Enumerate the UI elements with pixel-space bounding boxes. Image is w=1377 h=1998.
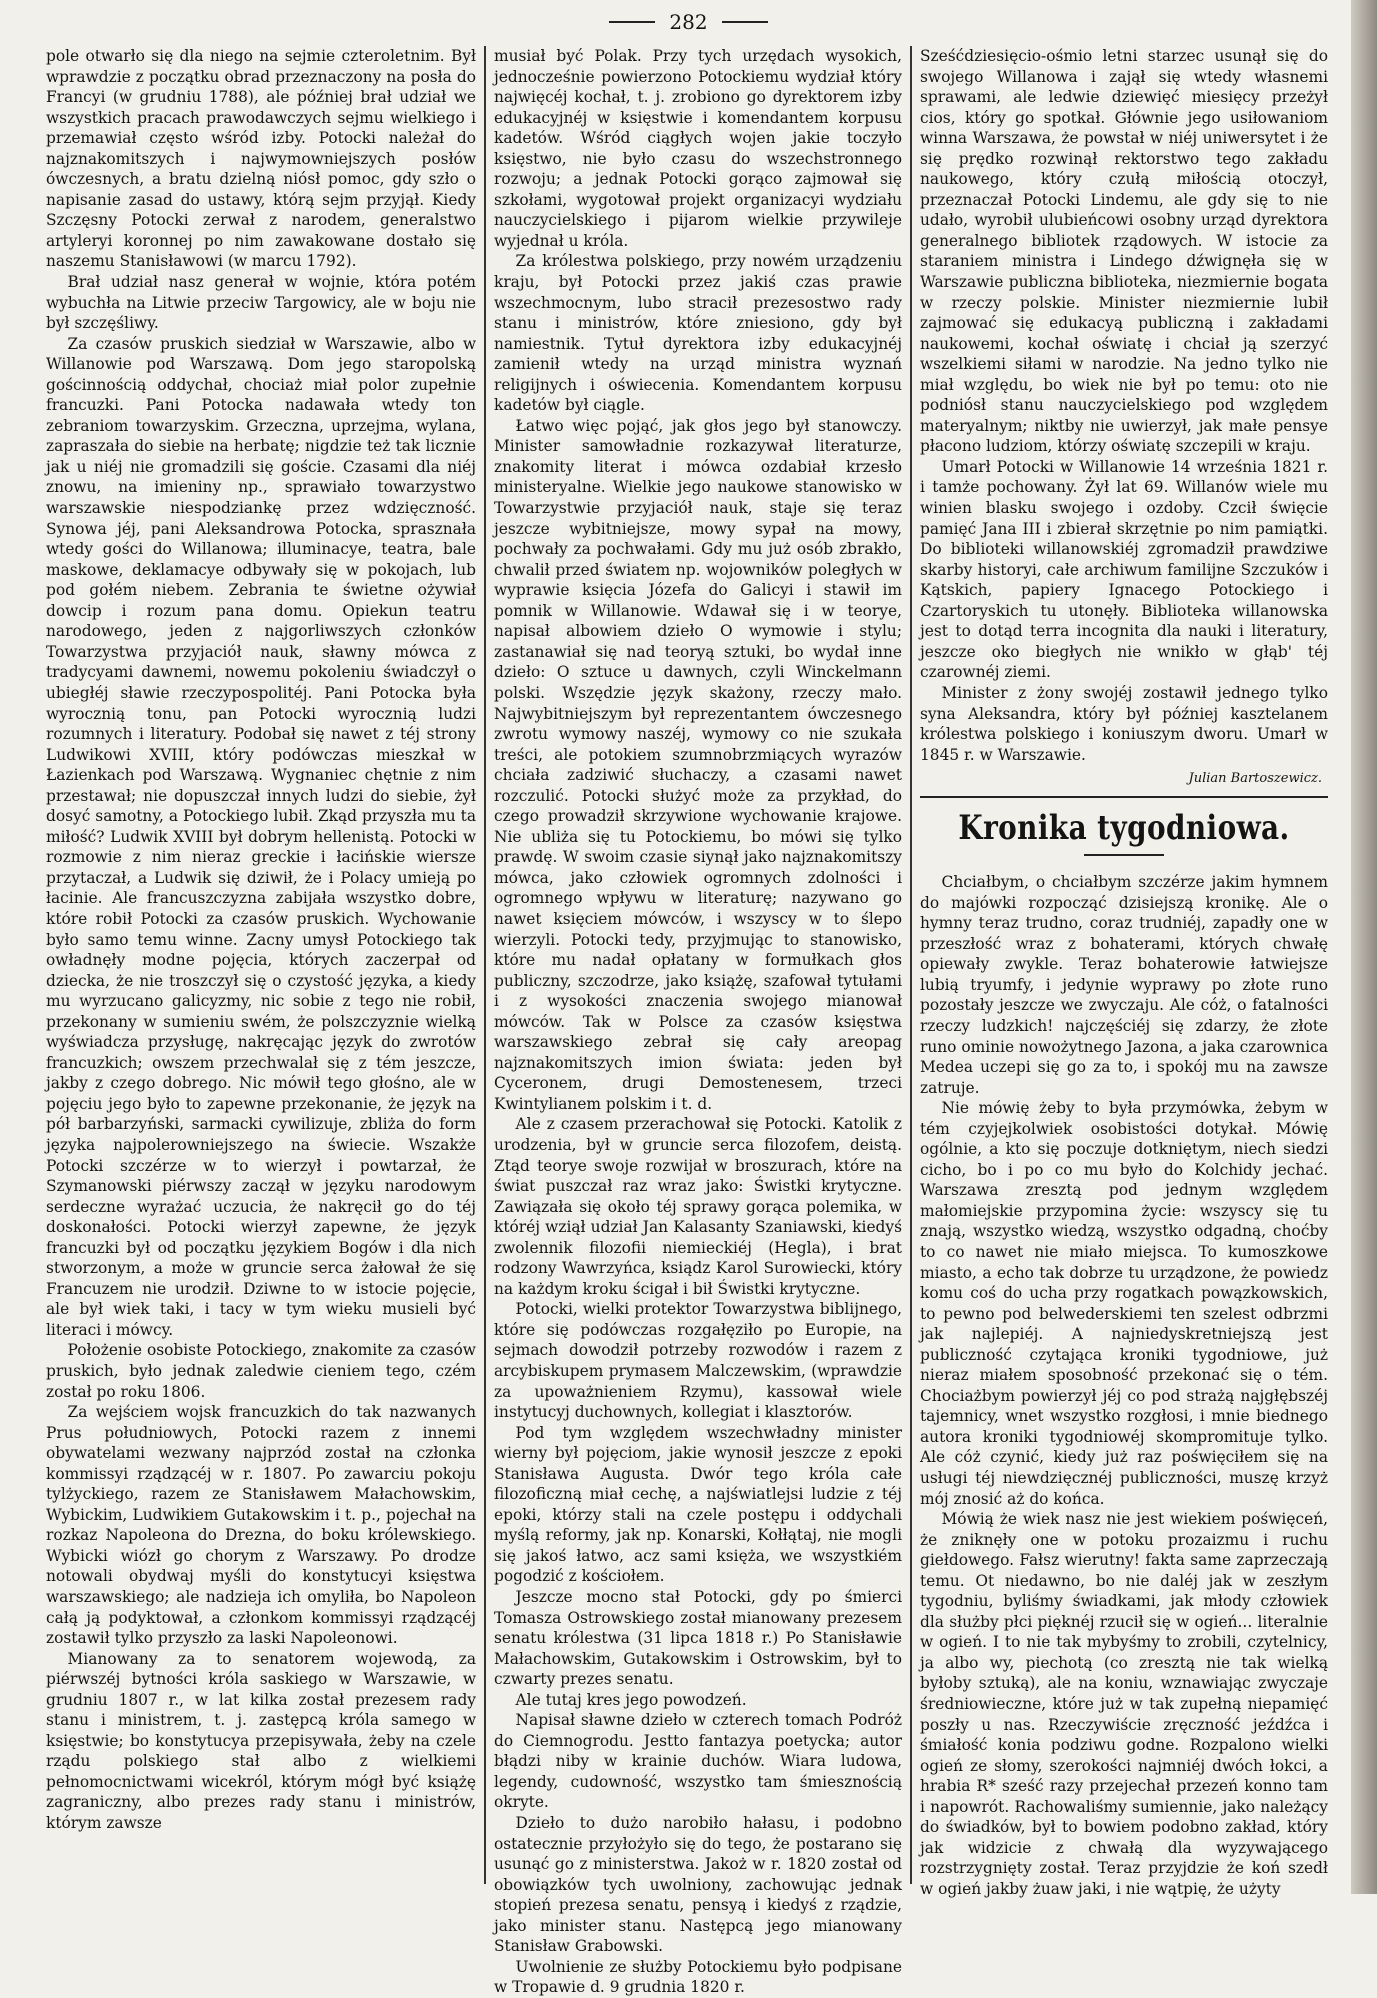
author-signature: Julian Bartoszewicz. (1188, 771, 1322, 787)
paragraph: Dzieło to dużo narobiło hałasu, i podobno ostatecznie przyłożyło się do tego, że postarano się usunąć go z ministerstwa. Jakoż w r. 1820 został od obowiązków tych uwolniony, zachowując jednak stopień prezesa senatu, pensyą i kiedyś z rządzie, jako minister stanu. Następcą jego mianowany Stanisław Grabowski. (494, 1814, 902, 1956)
column-1 (46, 46, 484, 1884)
paragraph: Sześćdziesięcio-ośmio letni starzec usunął się do swojego Willanowa i zajął się wtedy własnemi sprawami, ale ledwie dziewięć miesięcy przeżył cios, który go spotkał. Głównie jego usiłowaniom winna Warszawa, że powstał w niéj uniwersytet i że się prędko rozwinął rektorstwo tego zakładu naukowego, który czułą miłością otoczył, przeznaczał Potocki Lindemu, ale gdy się to nie udało, wyrobił ulubieńcowi osobny urząd dyrektora generalnego bibliotek rządowych. W istocie za staraniem ministra i Lindego dźwignęła się w Warszawie publiczna biblioteka, niezmiernie bogata w rzeczy polskie. Minister niezmiernie lubił zajmować się edukacyą publiczną i zakładami naukowemi, kochał oświatę i chciał ją szerzyć wszelkiemi siłami w narodzie. Na jedno tylko nie miał względu, bo wiek nie był po temu: oto nie podniósł stanu nauczycielskiego pod względem materyalnym; niktby nie uwierzył, jak małe pensye płacono ludziom, którzy oświatę szczepili w kraju. (920, 47, 1328, 456)
paragraph: Położenie osobiste Potockiego, znakomite za czasów pruskich, było jednak zaledwie cieniem tego, czém został po roku 1806. (46, 1341, 476, 1401)
page-header (0, 0, 1377, 44)
paragraph: pole otwarło się dla niego na sejmie czteroletnim. Był wprawdzie z początku obrad przeznaczony na posła do Francyi (w grudniu 1788), ale później brał udział we wszystkich pracach prawodawczych sejmu wielkiego i przemawiał często wśród izby. Potocki należał do najznakomitszych i najwymowniejszych posłów ówczesnych, a bratu dzielną niósł pomoc, gdy szło o napisanie zasad do ustawy, którą sejm przyjął. Kiedy Szczęsny Potocki zerwał z narodem, generalstwo artyleryi koronnej po nim zawakowane dostało się naszemu Stanisławowi (w marcu 1792). (46, 47, 476, 271)
header-dash-left (609, 21, 655, 23)
paragraph: Minister z żony swojéj zostawił jednego tylko syna Aleksandra, który był później kasztelanem królestwa polskiego i koniuszym dworu. Umarł w 1845 r. w Warszawie. (920, 683, 1328, 764)
paragraph: Chciałbym, o chciałbym szczérze jakim hymnem do majówki rozpocząć dzisiejszą kronikę. Ale o hymny teraz trudno, coraz trudniéj, zapadły one w przeszłość wraz z bohaterami, których chwałę opiewały zwykle. Teraz bohaterowie łatwiejsze lubią tryumfy, i jedynie wyprawy po złote runo pozostały jeszcze we zwyczaju. Ale cóż, o fatalności rzeczy ludzkich! najczęściéj się zdarzy, że złote runo ominie nowożytnego Jazona, a jaka czarownica Medea uczepi się go za to, i spokój mu na zawsze zatruje. (920, 873, 1328, 1097)
paragraph: Ale z czasem przerachował się Potocki. Katolik z urodzenia, był w gruncie serca filozofem, deistą. Ztąd teorye swoje rozwijał w broszurach, które na świat puszczał raz wraz jako: Świstki krytyczne. Zawiązała się około téj sprawy gorąca polemika, w któréj wziął udział Jan Kalasanty Szaniawski, kiedyś zwolennik filozofii niemieckiéj (Hegla), i brat rodzony Wawrzyńca, ksiądz Karol Surowiecki, który na każdym kroku ścigał i bił Świstki krytyczne. (494, 1115, 902, 1298)
section-divider (920, 796, 1328, 798)
header-dash-right (722, 21, 768, 23)
section-title: Kronika tygodniowa. (958, 808, 1290, 849)
paragraph: Za królestwa polskiego, przy nowém urządzeniu kraju, był Potocki przez jakiś czas prawie wszechmocnym, lubo stracił prezesostwo rady stanu i ministrów, które zniesiono, gdy był namiestnik. Tytuł dyrektora izby edukacyjnéj zamienił wtedy na urząd ministra wyznań religijnych i oświecenia. Komendantem korpusu kadetów był ciągle. (494, 252, 902, 415)
paragraph: Za czasów pruskich siedział w Warszawie, albo w Willanowie pod Warszawą. Dom jego staropolską gościnnością oddychał, chociaż miał polor zupełnie francuzki. Pani Potocka nadawała wtedy ton zebraniom towarzyskim. Grzeczna, uprzejma, wylana, zapraszała do siebie na herbatę; nigdzie też tak licznie jak u niéj nie gromadzili się goście. Czasami dla niéj znowu, na imieniny np., sprawiało towarzystwo warszawskie niespodziankę przez wdzięczność. Synowa jéj, pani Aleksandrowa Potocka, sprasznała wtedy gości do Willanowa; illuminacye, teatra, bale maskowe, deklamacye odbywały się w pokojach, lub pod gołém niebem. Zebrania te świetne ożywiał dowcip i rozum pana domu. Opiekun teatru narodowego, jeden z najgorliwszych członków Towarzystwa przyjaciół nauk, sławny mówca z tradycyami dawnemi, nowemu pokoleniu świadczył o ubiegłéj sławie rzeczypospolitéj. Pani Potocka była wyrocznią tonu, pan Potocki wyrocznią ludzi rozumnych i literatury. Podobał się nawet z téj strony Ludwikowi XVIII, który podówczas mieszkał w Łazienkach pod Warszawą. Wygnaniec chętnie z nim przestawał; nie dopuszczał innych ludzi do siebie, żył dosyć samotny, a Potockiego lubił. Zkąd przyszła mu ta miłość? Ludwik XVIII był dobrym hellenistą. Potocki w rozmowie z nim nieraz greckie i łacińskie wiersze przytaczał, a Ludwik się dziwił, że i Polacy umieją po łacinie. Ale francuszczyzna zabijała wszystko dobre, które robił Potocki za czasów pruskich. Wychowanie było samo temu winne. Zacny umysł Potockiego tak owładnęły modne pojęcia, których zaczerpał od dziecka, że nie troszczył się o czystość języka, a kiedy mu wyrzucano galicyzmy, nic sobie z tego nie robił, przekonany w sumieniu swém, że polszczyznie wielką wyświadcza przysługę, nakręcając język do zwrotów francuzkich; owszem przechwalał się z tém jeszcze, jakby z czego dobrego. Nic mówił tego głośno, ale w pojęciu jego było to zapewne przekonanie, że język na pół barbarzyński, sarmacki cywilizuje, zbliża do form języka najpolerowniejszego na świecie. Wszakże Potocki szczérze w to wierzył i powtarzał, że Szymanowski piérwszy zaczął w języku narodowym serdeczne wyrażać uczucia, że nakręcił go do téj doskonałości. Potocki wierzył zapewne, że język francuzki był od początku językiem Bogów i dla nich stworzonym, a może w gruncie serca żałował że się Francuzem nie urodził. Dziwne to w istocie pojęcie, ale był wiek taki, i tacy w tym wieku musieli być literaci i mówcy. (46, 334, 476, 1339)
text-columns (46, 46, 1328, 1997)
paragraph: Nie mówię żeby to była przymówka, żebym w tém czyjejkolwiek osobistości dotykał. Mówię ogólnie, a kto się poczuje dotkniętym, niech siedzi cicho, bo i po co mu było do Kolchidy jechać. Warszawa zresztą pod jednym względem małomiejskie przypomina życie: wszyscy się tu znają, wszystko wiedzą, wszystko odgadną, choćby to co nawet nie miało miejsca. To kumoszkowe miasto, a echo tak dobrze tu urządzone, że powiedz komu coś do ucha przy rogatkach powązkowskich, to pewno pod belwederskiemi ten szelest odbrzmi jak najlepiéj. A najniedyskretniejszą jest publiczność czytająca kroniki tygodniowe, już nieraz miałem sposobność przekonać się o tém. Chociażbym powierzył jéj co pod strażą najgłębszéj tajemnicy, wnet wszystko rozgłosi, i mnie biednego autora kroniki tygodniowéj skompromituje tylko. Ale cóż czynić, kiedy już raz poświęciłem się na usługi téj niewdzięcznéj publiczności, muszę krzyż mój znosić aż do końca. (920, 1099, 1328, 1508)
column-2 (484, 46, 910, 1997)
paragraph: Pod tym względem wszechwładny minister wierny był pojęciom, jakie wynosił jeszcze z epoki Stanisława Augusta. Dwór tego króla całe filozoficzną miał cechę, a najświatlejsi ludzie z téj epoki, którzy stali na czele postępu i oddychali myślą reformy, jak np. Konarski, Kołłątaj, nie mogli się jakoś łatwo, acz sami księża, we wszystkiém pogodzić z kościołem. (494, 1423, 902, 1586)
paragraph: Za wejściem wojsk francuzkich do tak nazwanych Prus południowych, Potocki razem z innemi obywatelami wezwany najprzód został na członka kommissyi rządzącéj w r. 1807. Po zawarciu pokoju tylżyckiego, razem ze Stanisławem Małachowskim, Wybickim, Ludwikiem Gutakowskim i t. p., pojechał na rozkaz Napoleona do Drezna, do boku królewskiego. Wybicki wiózł go chorym z Warszawy. Po drodze notowali obydwaj myśli do konstytucyi księstwa warszawskiego; ale nadzieja ich omyliła, bo Napoleon całą ją podyktował, a członkom kommissyi rządzącéj zostawił tylko przyszło za laski Napoleonowi. (46, 1403, 476, 1648)
paragraph: Napisał sławne dzieło w czterech tomach Podróż do Ciemnogrodu. Jestto fantazya poetycka; autor błądzi niby w krainie duchów. Wiara ludowa, legendy, cudowność, wszystko tam śmiesznością okryte. (494, 1711, 902, 1812)
paragraph: Łatwo więc pojąć, jak głos jego był stanowczy. Minister samowładnie rozkazywał literaturze, znakomity literat i mówca ozdabiał krzesło ministeryalne. Wielkie jego naukowe stanowisko w Towarzystwie przyjaciół nauk, staje się teraz jeszcze wybitniejsze, mowy sypał na mowy, pochwały za pochwałami. Gdy mu już osób zbrakło, chwalił przed światem np. wojowników poległych w wyprawie księcia Józefa do Galicyi i stawił im pomnik w Willanowie. Wdawał się i w teorye, napisał albowiem dzieło O wymowie i stylu; zastanawiał się nad teoryą sztuki, bo wydał inne dzieło: O sztuce u dawnych, czyli Winckelmann polski. Wszędzie język skażony, rzeczy mało. Najwybitniejszym był reprezentantem ówczesnego zwrotu wymowy naszéj, wymowy co nie szukała treści, ale potokiem szumnobrzmiących wyrazów chciała zadziwić słuchaczy, a czasami nawet rozczulić. Potocki służyć może za przykład, do czego prowadził skrzywione wychowanie krajowe. Nie ubliża się tu Potockiemu, bo mówi się tylko prawdę. W swoim czasie siynął jako najznakomitszy mówca, jako człowiek ogromnych zdolności i ogromnego wpływu w literaturę; nazywano go nawet księciem mówców, i wszyscy w to ślepo wierzyli. Potocki tedy, przyjmując to stanowisko, które mu nadał opłatany w formułkach głos publiczny, szczodrze, jako książę, szafował tytułami i z wysokości znaczenia swojego mianował mówców. Tak w Polsce za czasów księstwa warszawskiego zebrał się cały areopag najznakomitszych imion świata: jeden był Cyceronem, drugi Demostenesem, trzeci Kwintylianem polskim i t. d. (494, 416, 902, 1113)
page-edge-shadow (1351, 0, 1377, 1894)
paragraph: Potocki, wielki protektor Towarzystwa biblijnego, które się podówczas rozgałęziło po Europie, na sejmach dowodził potrzeby rozwodów i razem z arcybiskupem prymasem Malczewskim, (wprawdzie za upoważnieniem Rzymu), kassował wiele instytucyj duchownych, kollegiat i klasztorów. (494, 1300, 902, 1422)
column-3 (910, 46, 1328, 1898)
paragraph: Mówią że wiek nasz nie jest wiekiem poświęceń, że zniknęły one w potoku prozaizmu i ruchu giełdowego. Fałsz wierutny! fakta same zaprzeczają temu. Ot niedawno, bo nie daléj jak w zeszłym tygodniu, byliśmy świadkami, jak młody człowiek dla służby płci pięknéj rzucił się w ogień... literalnie w ogień. I to nie tak mybyśmy to zrobili, czytelnicy, ja albo wy, piechotą (co zresztą nie tak wielką byłoby sztuką), ale na koniu, wznawiając zwyczaje średniowieczne, które już w tak zupełną niepamięć poszły u nas. Rzeczywiście zręczność jeźdźca i śmiałość konia podziwu godne. Rozpalono wielki ogień ze słomy, szerokości najmniéj dwóch łokci, a hrabia R* sześć razy przejechał przezeń konno tam i napowrót. Rachowaliśmy sumiennie, jako należący do świadków, był to bowiem podobno zakład, który jak widzicie z chwałą dla wyzywającego rozstrzygnięty został. Teraz przyjdzie że koń szedł w ogień jakby żuaw jaki, i nie wątpię, że użyty (920, 1510, 1328, 1898)
page-number: 282 (669, 10, 708, 34)
paragraph: Umarł Potocki w Willanowie 14 września 1821 r. i tamże pochowany. Żył lat 69. Willanów wiele mu winien blasku swojego i ozdoby. Czcił święcie pamięć Jana III i zbierał skrzętnie po nim pamiątki. Do biblioteki willanowskiéj zgromadził prawdziwe skarby historyi, całe archiwum familijne Szczuków i Kątskich, papiery Ignacego Potockiego i Czartoryskich tu utonęły. Biblioteka willanowska jest to dotąd terra incognita dla nauki i literatury, jeszcze oko biegłych nie wnikło w głąb' téj czarownéj ziemi. (920, 457, 1328, 682)
title-underline (1084, 854, 1164, 856)
paragraph: musiał być Polak. Przy tych urzędach wysokich, jednocześnie powierzono Potockiemu wydział który najwięcéj kochał, t. j. zrobiono go dyrektorem izby edukacyjnéj w księstwie i komendantem korpusu kadetów. Wśród ciągłych wojen jakie toczyło księstwo, nie było czasu do wszechstronnego rozwoju; a jednak Potocki gorąco zajmował się szkołami, wygotował projekt organizacyi wydziału nauczycielskiego i pijarom wielkie przywileje wyjednał u króla. (494, 47, 902, 250)
paragraph: Brał udział nasz generał w wojnie, która potém wybuchła na Litwie przeciw Targowicy, ale w boju nie był szczęśliwy. (46, 273, 476, 333)
paragraph: Mianowany za to senatorem wojewodą, za piérwszéj bytności króla saskiego w Warszawie, w grudniu 1807 r., w lat kilka został prezesem rady stanu i ministrem, t. j. zastępcą króla samego w księstwie; bo konstytucya przepisywała, żeby na czele rządu polskiego stał albo z wielkiemi pełnomocnictwami wicekról, którym mógł być książę zagraniczny, albo prezes rady stanu i ministrów, którym zawsze (46, 1649, 476, 1833)
paragraph: Jeszcze mocno stał Potocki, gdy po śmierci Tomasza Ostrowskiego został mianowany prezesem senatu królestwa (31 lipca 1818 r.) Po Stanisławie Małachowskim, Gutakowskim i Ostrowskim, był to czwarty prezes senatu. (494, 1588, 902, 1689)
paragraph: Uwolnienie ze służby Potockiemu było podpisane w Tropawie d. 9 grudnia 1820 r. (494, 1957, 902, 1997)
paragraph: Ale tutaj kres jego powodzeń. (515, 1690, 747, 1709)
